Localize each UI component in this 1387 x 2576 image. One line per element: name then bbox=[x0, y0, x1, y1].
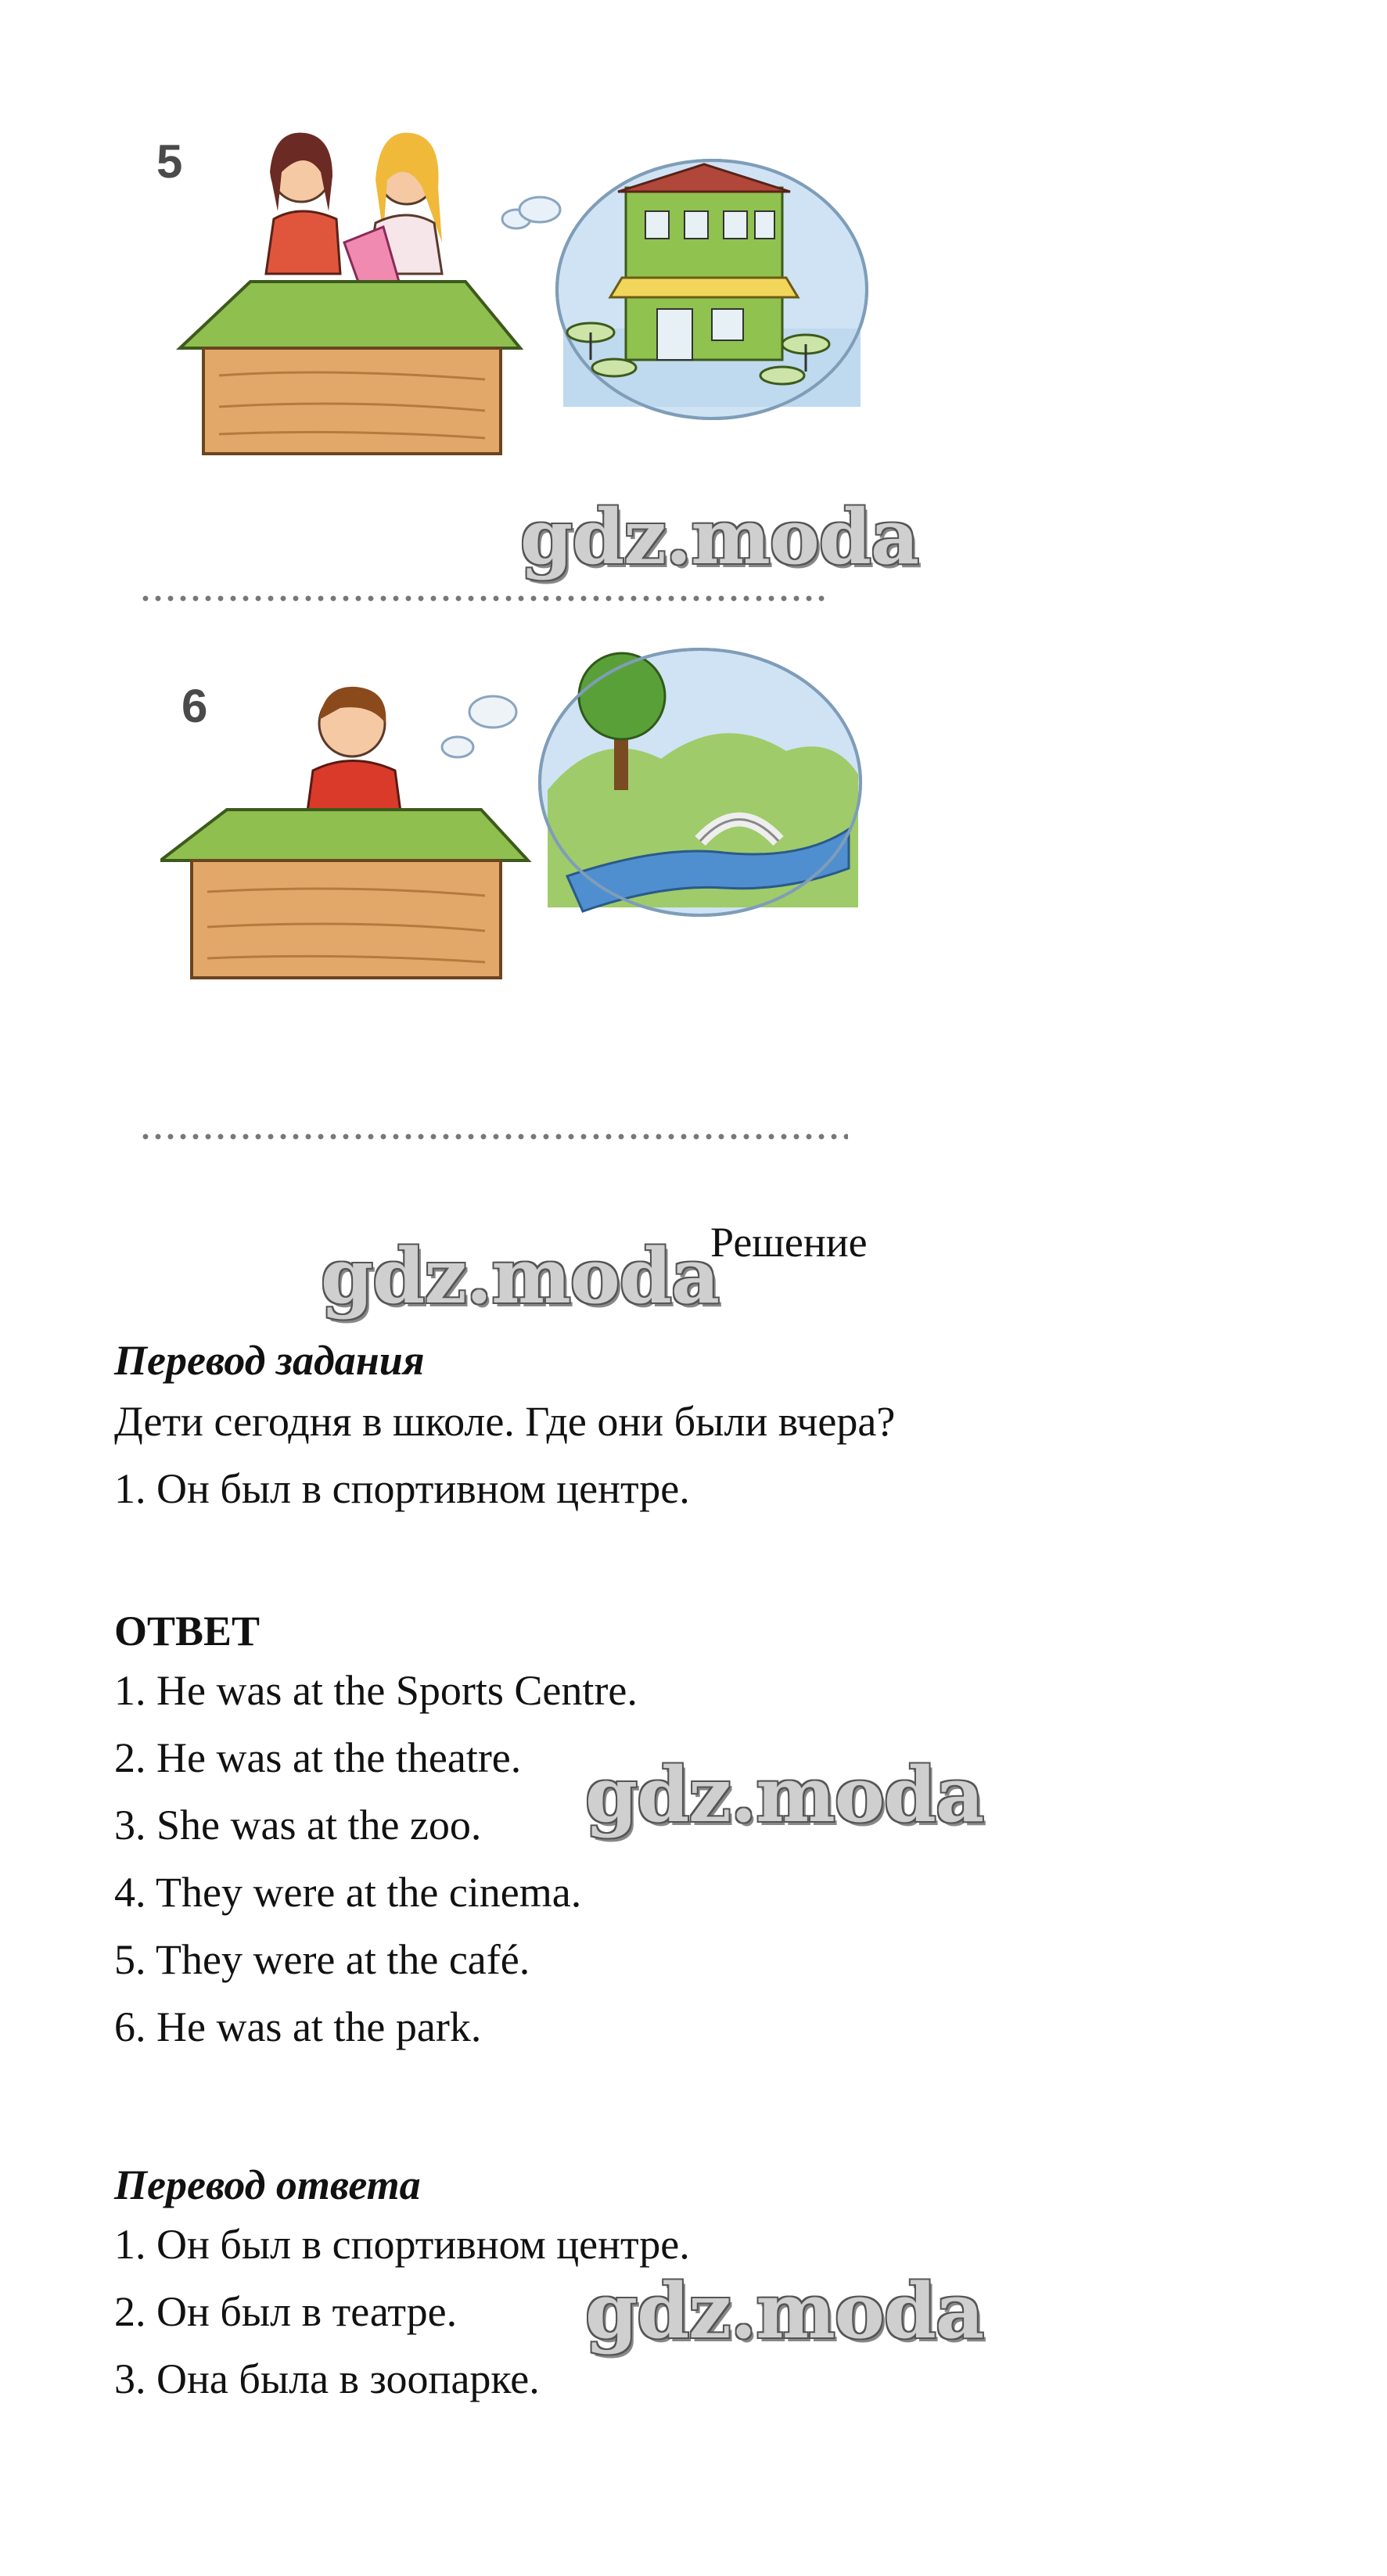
list-item: 1. Он был в спортивном центре. bbox=[114, 2221, 690, 2268]
answer-line-5 bbox=[139, 595, 829, 602]
watermark: gdz.moda bbox=[585, 2267, 984, 2355]
answer-lines bbox=[114, 1657, 638, 2060]
picture-5-illustration bbox=[172, 117, 892, 485]
thought-bubble-mid bbox=[519, 197, 560, 222]
solution-label: Решение bbox=[710, 1219, 868, 1266]
list-item: 3. Она была в зоопарке. bbox=[114, 2355, 540, 2402]
watermark: gdz.moda bbox=[520, 493, 919, 581]
task-translation-lines bbox=[114, 1388, 895, 1522]
list-item: 1. He was at the Sports Centre. bbox=[114, 1667, 638, 1714]
list-item: 4. They were at the cinema. bbox=[114, 1869, 582, 1916]
list-item: 2. He was at the theatre. bbox=[114, 1734, 522, 1781]
thought-bubble-small bbox=[442, 737, 473, 757]
watermark: gdz.moda bbox=[321, 1232, 720, 1320]
picture-number-5: 5 bbox=[156, 135, 183, 188]
task-translation-heading: Перевод задания bbox=[114, 1337, 425, 1384]
answer-line-6 bbox=[139, 1133, 848, 1141]
picture-number-6: 6 bbox=[181, 680, 208, 732]
list-item: 3. She was at the zoo. bbox=[114, 1802, 482, 1848]
list-item: 2. Он был в театре. bbox=[114, 2288, 458, 2335]
list-item: 1. Он был в спортивном центре. bbox=[114, 1465, 690, 1512]
picture-6-illustration bbox=[160, 641, 880, 1087]
desk-icon bbox=[160, 810, 528, 978]
answer-heading: ОТВЕТ bbox=[114, 1608, 261, 1654]
park-scene-icon bbox=[540, 649, 861, 915]
watermark: gdz.moda bbox=[585, 1751, 984, 1839]
two-girls-figure bbox=[266, 133, 442, 297]
list-item: 5. They were at the café. bbox=[114, 1936, 530, 1983]
answer-translation-heading: Перевод ответа bbox=[114, 2161, 421, 2208]
thought-bubble-mid bbox=[469, 696, 516, 728]
list-item: 6. He was at the park. bbox=[114, 2003, 482, 2050]
desk-icon bbox=[180, 282, 520, 454]
cafe-building-icon bbox=[610, 164, 798, 360]
list-item: Дети сегодня в школе. Где они были вчера? bbox=[114, 1398, 896, 1445]
